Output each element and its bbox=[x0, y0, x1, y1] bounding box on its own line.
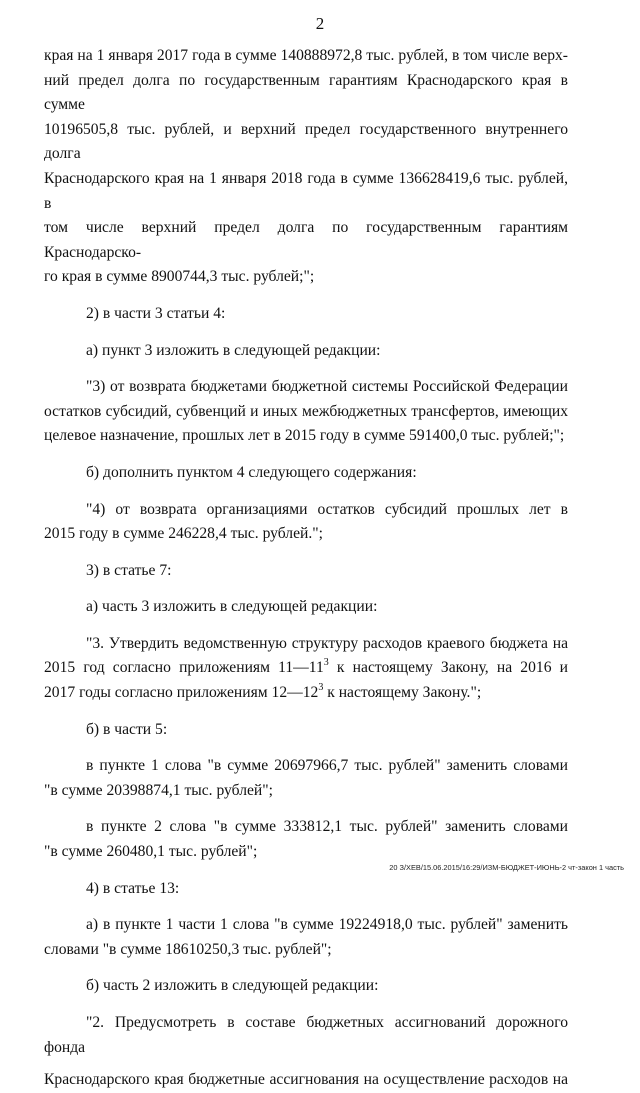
paragraph-line: целевое назначение, прошлых лет в 2015 году в сумме 591400,0 тыс. рублей;"; bbox=[44, 427, 565, 445]
paragraph-line bbox=[44, 681, 568, 706]
paragraph-line: остатков субсидий, субвенций и иных межбюджетных трансфертов, имеющих bbox=[44, 402, 568, 420]
text-span: к настоящему Закону, на 2016 и bbox=[328, 659, 568, 677]
list-item-heading: б) часть 2 изложить в следующей редакции: bbox=[86, 977, 379, 995]
paragraph-line: а) в пункте 1 части 1 слова "в сумме 19224918,0 тыс. рублей" заменить bbox=[86, 916, 568, 934]
superscript: 3 bbox=[323, 657, 329, 669]
paragraph-line: "3) от возврата бюджетами бюджетной системы Российской Федерации bbox=[86, 378, 568, 396]
list-item-heading: 4) в статье 13: bbox=[86, 879, 180, 897]
paragraph-line: том числе верхний предел долга по государственным гарантиям Краснодарско- bbox=[44, 219, 568, 261]
list-item-heading: б) дополнить пунктом 4 следующего содержания: bbox=[86, 463, 417, 481]
paragraph-line bbox=[44, 656, 568, 681]
paragraph-line: "2. Предусмотреть в составе бюджетных ассигнований дорожного фонда bbox=[44, 1014, 568, 1056]
paragraph-line: 2015 году в сумме 246228,4 тыс. рублей."; bbox=[44, 525, 323, 543]
paragraph-line: 10196505,8 тыс. рублей, и верхний предел государственного внутреннего долга bbox=[44, 120, 568, 163]
list-item-heading: б) в части 5: bbox=[86, 720, 168, 738]
paragraph-line: го края в сумме 8900744,3 тыс. рублей;"; bbox=[44, 268, 315, 286]
list-item-heading: 2) в части 3 статьи 4: bbox=[86, 304, 226, 322]
paragraph-line: края на 1 января 2017 года в сумме 140888972,8 тыс. рублей, в том числе верх- bbox=[44, 47, 568, 64]
paragraph-line: "в сумме 20398874,1 тыс. рублей"; bbox=[44, 781, 273, 799]
paragraph-line: Краснодарского края на 1 января 2018 года в сумме 136628419,6 тыс. рублей, в bbox=[44, 169, 568, 212]
page-number: 2 bbox=[315, 14, 325, 33]
list-item-heading: а) пункт 3 изложить в следующей редакции: bbox=[86, 341, 381, 359]
paragraph-line: "3. Утвердить ведомственную структуру расходов краевого бюджета на bbox=[86, 634, 568, 652]
paragraph-line: "в сумме 260480,1 тыс. рублей"; bbox=[44, 843, 258, 861]
paragraph-line: в пункте 1 слова "в сумме 20697966,7 тыс. рублей" заменить словами bbox=[86, 757, 568, 775]
paragraph-line: ний предел долга по государственным гарантиям Краснодарского края в сумме bbox=[44, 71, 568, 114]
text-span: 2015 год согласно приложениям 11—11 bbox=[44, 659, 324, 677]
list-item-heading: а) часть 3 изложить в следующей редакции: bbox=[86, 598, 378, 616]
superscript: 3 bbox=[318, 682, 324, 694]
paragraph-line: "4) от возврата организациями остатков субсидий прошлых лет в bbox=[86, 500, 568, 518]
document-footer-code: 20 З/ХЕВ/15.06.2015/16:29/ИЗМ-БЮДЖЕТ-ИЮНЬ-2 чт-закон 1 часть bbox=[389, 863, 624, 872]
text-span: к настоящему Закону."; bbox=[323, 684, 482, 702]
paragraph-line: Краснодарского края бюджетные ассигнования на осуществление расходов на bbox=[44, 1071, 568, 1089]
document-body bbox=[44, 44, 568, 1093]
text-span: 2017 годы согласно приложениям 12—12 bbox=[44, 684, 319, 702]
list-item-heading: 3) в статье 7: bbox=[86, 561, 172, 579]
paragraph-line: словами "в сумме 18610250,3 тыс. рублей"; bbox=[44, 940, 332, 958]
paragraph-line: в пункте 2 слова "в сумме 333812,1 тыс. рублей" заменить словами bbox=[86, 818, 568, 836]
